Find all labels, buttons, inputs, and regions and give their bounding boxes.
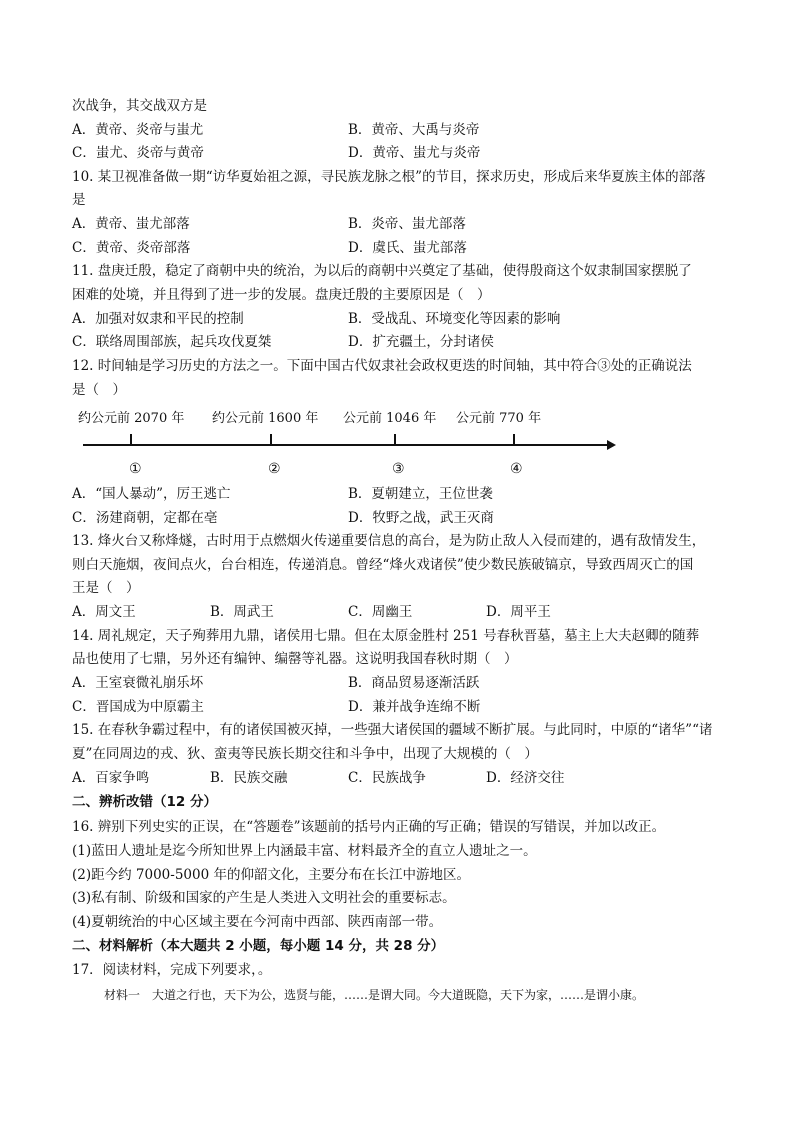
q10-stem-2: 是 [72, 192, 86, 208]
q9-option-c: C．蚩尤、炎帝与黄帝 [72, 145, 204, 161]
q17-stem: 17．阅读材料，完成下列要求，。 [72, 962, 272, 978]
q13-stem: 13. 烽火台又称烽燧，古时用于点燃烟火传递重要信息的高台，是为防止敌人入侵而建的，遇有敌情发生， [72, 533, 706, 549]
q11-stem: 11. 盘庚迁殷，稳定了商朝中央的统治，为以后的商朝中兴奠定了基础，使得殷商这个奴隶制国家摆脱了 [72, 263, 692, 279]
timeline-label-1: 约公元前 2070 年 [78, 411, 185, 426]
q11-option-b: B．受战乱、环境变化等因素的影响 [348, 311, 561, 327]
q11-option-c: C．联络周围部族，起兵攻伐夏桀 [72, 334, 272, 350]
q14-option-c: C．晋国成为中原霸主 [72, 699, 204, 715]
q13-option-a: A．周文王 [72, 604, 136, 620]
section-3-heading: 二、材料解析（本大题共 2 小题，每小题 14 分，共 28 分） [72, 938, 445, 954]
timeline-marker-1: ① [129, 461, 142, 477]
timeline-tick-1 [130, 434, 132, 444]
q16-item-2: (2)距今约 7000-5000 年的仰韶文化，主要分布在长江中游地区。 [72, 867, 470, 883]
timeline-arrow-icon [607, 440, 616, 450]
timeline-label-4: 公元前 770 年 [456, 411, 542, 426]
timeline-label-2: 约公元前 1600 年 [212, 411, 319, 426]
timeline-marker-4: ④ [510, 461, 523, 477]
q12-stem: 12. 时间轴是学习历史的方法之一。下面中国古代奴隶社会政权更迭的时间轴，其中符合③处的正确说法 [72, 358, 692, 374]
q16-item-3: (3)私有制、阶级和国家的产生是人类进入文明社会的重要标志。 [72, 890, 456, 906]
q16-stem: 16. 辨别下列史实的正误，在“答题卷”该题前的括号内正确的写正确；错误的写错误，并加以改正。 [72, 819, 666, 835]
q11-option-a: A．加强对奴隶和平民的控制 [72, 311, 244, 327]
q9-stem-tail: 次战争，其交战双方是 [72, 98, 207, 114]
q10-option-c: C．黄帝、炎帝部落 [72, 240, 191, 256]
q14-option-a: A．王室衰微礼崩乐坏 [72, 675, 204, 691]
q10-option-d: D．虞氏、蚩尤部落 [348, 240, 467, 256]
timeline-tick-4 [513, 434, 515, 444]
timeline-tick-2 [270, 434, 272, 444]
q12-option-b: B．夏朝建立，王位世袭 [348, 486, 493, 502]
q9-option-d: D．黄帝、蚩尤与炎帝 [348, 145, 481, 161]
q15-option-b: B．民族交融 [210, 770, 288, 786]
q15-stem-2: 夏”在同周边的戎、狄、蛮夷等民族长期交往和斗争中，出现了大规模的（ ） [72, 746, 538, 762]
q10-option-a: A．黄帝、蚩尤部落 [72, 216, 190, 232]
section-2-heading: 二、辨析改错（12 分） [72, 794, 217, 810]
q10-option-b: B．炎帝、蚩尤部落 [348, 216, 466, 232]
q16-item-4: (4)夏朝统治的中心区域主要在今河南中西部、陕西南部一带。 [72, 914, 443, 930]
q13-option-d: D．周平王 [486, 604, 551, 620]
timeline-marker-2: ② [268, 461, 281, 477]
q15-option-c: C．民族战争 [348, 770, 426, 786]
q9-option-b: B．黄帝、大禹与炎帝 [348, 122, 480, 138]
q14-stem-2: 品也使用了七鼎，另外还有编钟、编罄等礼器。这说明我国春秋时期（ ） [72, 651, 518, 667]
timeline-marker-3: ③ [392, 461, 405, 477]
q10-stem: 10. 某卫视准备做一期“访华夏始祖之源，寻民族龙脉之根”的节目，探求历史，形成后来华夏族主体的部落 [72, 169, 706, 185]
timeline-tick-3 [394, 434, 396, 444]
q13-stem-2: 则白天施烟，夜间点火，台台相连，传递消息。曾经“烽火戏诸侯”使少数民族破镐京，导致西周灭亡的国 [72, 557, 694, 573]
q11-option-d: D．扩充疆土，分封诸侯 [348, 334, 494, 350]
q16-item-1: (1)蓝田人遗址是迄今所知世界上内涵最丰富、材料最齐全的直立人遗址之一。 [72, 843, 537, 859]
timeline-label-3: 公元前 1046 年 [343, 411, 437, 426]
q14-stem: 14. 周礼规定，天子殉葬用九鼎，诸侯用七鼎。但在太原金胜村 251 号春秋晋墓，墓主上大夫赵卿的随葬 [72, 628, 700, 644]
q9-option-a: A．黄帝、炎帝与蚩尤 [72, 122, 204, 138]
q15-stem: 15. 在春秋争霸过程中，有的诸侯国被灭掉，一些强大诸侯国的疆域不断扩展。与此同时，中原的“诸华”“诸 [72, 722, 713, 738]
q12-option-d: D．牧野之战，武王灭商 [348, 510, 494, 526]
timeline-axis [83, 444, 611, 446]
q13-option-b: B．周武王 [210, 604, 274, 620]
q14-option-b: B．商品贸易逐渐活跃 [348, 675, 480, 691]
q14-option-d: D．兼并战争连绵不断 [348, 699, 481, 715]
q12-option-a: A．“国人暴动”，厉王逃亡 [72, 486, 231, 502]
q12-stem-2: 是（ ） [72, 382, 126, 398]
q15-option-d: D．经济交往 [486, 770, 565, 786]
q13-option-c: C．周幽王 [348, 604, 413, 620]
q13-stem-3: 王是（ ） [72, 580, 140, 596]
q11-stem-2: 困难的处境，并且得到了进一步的发展。盘庚迁殷的主要原因是（ ） [72, 287, 491, 303]
q12-option-c: C．汤建商朝，定都在亳 [72, 510, 218, 526]
q17-material-1: 材料一 大道之行也，天下为公，选贤与能，……是谓大同。今大道既隐，天下为家，……是谓小康。 [104, 988, 645, 1002]
q15-option-a: A．百家争鸣 [72, 770, 150, 786]
